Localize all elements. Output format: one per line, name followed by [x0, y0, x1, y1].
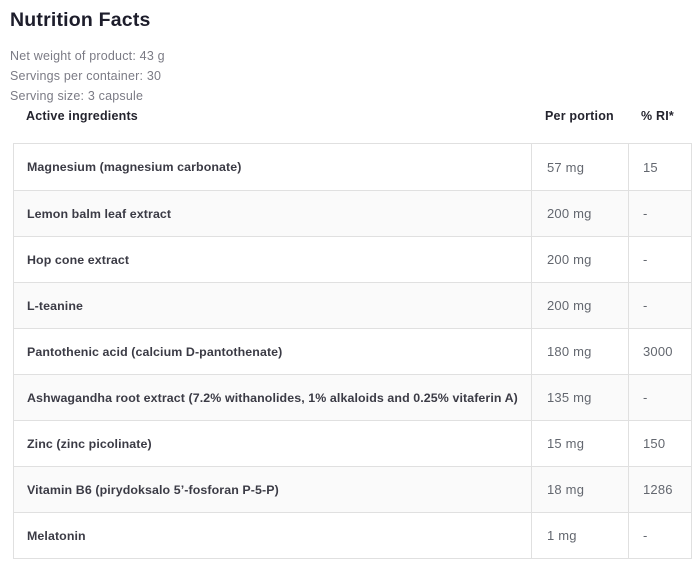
- per-portion-value-cell: 57 mg: [531, 144, 628, 190]
- ri-percent-value-cell: -: [628, 283, 693, 328]
- ingredient-name-cell: Pantothenic acid (calcium D-pantothenate): [27, 344, 283, 359]
- page-title: Nutrition Facts: [10, 9, 151, 31]
- ri-percent-value-cell: -: [628, 191, 693, 236]
- table-row: [14, 466, 691, 512]
- ri-percent-value-cell: 3000: [628, 329, 693, 374]
- table-row: [14, 374, 691, 420]
- per-portion-value-cell: 18 mg: [531, 467, 628, 512]
- ri-percent-value-cell: -: [628, 375, 693, 420]
- per-portion-value-cell: 180 mg: [531, 329, 628, 374]
- table-row: [14, 236, 691, 282]
- column-header-per-portion: Per portion: [545, 109, 614, 123]
- per-portion-value-cell: 200 mg: [531, 191, 628, 236]
- table-row: [14, 512, 691, 558]
- table-body: [14, 144, 691, 558]
- table-row: [14, 144, 691, 190]
- ingredient-name-cell: Magnesium (magnesium carbonate): [27, 160, 242, 174]
- serving-size-line: Serving size: 3 capsule: [10, 89, 144, 103]
- ingredients-table: [13, 143, 692, 559]
- column-header-ri: % RI*: [641, 109, 674, 123]
- ri-percent-value-cell: -: [628, 237, 693, 282]
- per-portion-value-cell: 200 mg: [531, 237, 628, 282]
- ingredient-name-cell: Hop cone extract: [27, 252, 130, 267]
- per-portion-value-cell: 1 mg: [531, 513, 628, 558]
- ingredient-name-cell: Melatonin: [27, 528, 86, 543]
- per-portion-value-cell: 200 mg: [531, 283, 628, 328]
- table-row: [14, 282, 691, 328]
- per-portion-value-cell: 15 mg: [531, 421, 628, 466]
- table-row: [14, 190, 691, 236]
- ri-percent-value-cell: -: [628, 513, 693, 558]
- ingredient-name-cell: Lemon balm leaf extract: [27, 206, 172, 221]
- product-meta: [10, 46, 165, 106]
- ingredient-name-cell: L-teanine: [27, 298, 83, 313]
- ri-percent-value-cell: 1286: [628, 467, 693, 512]
- column-header-active-ingredients: Active ingredients: [26, 109, 138, 123]
- ri-percent-value-cell: 150: [628, 421, 693, 466]
- net-weight-line: Net weight of product: 43 g: [10, 49, 165, 63]
- table-row: [14, 328, 691, 374]
- ri-percent-value-cell: 15: [628, 144, 693, 190]
- ingredient-name-cell: Zinc (zinc picolinate): [27, 436, 152, 451]
- servings-line: Servings per container: 30: [10, 69, 162, 83]
- per-portion-value-cell: 135 mg: [531, 375, 628, 420]
- table-header-row: [13, 109, 692, 123]
- table-row: [14, 420, 691, 466]
- ingredient-name-cell: Ashwagandha root extract (7.2% withanolides, 1% alkaloids and 0.25% vitaferin A): [27, 390, 518, 405]
- ingredient-name-cell: Vitamin B6 (pirydoksalo 5’-fosforan P-5-P): [27, 482, 279, 497]
